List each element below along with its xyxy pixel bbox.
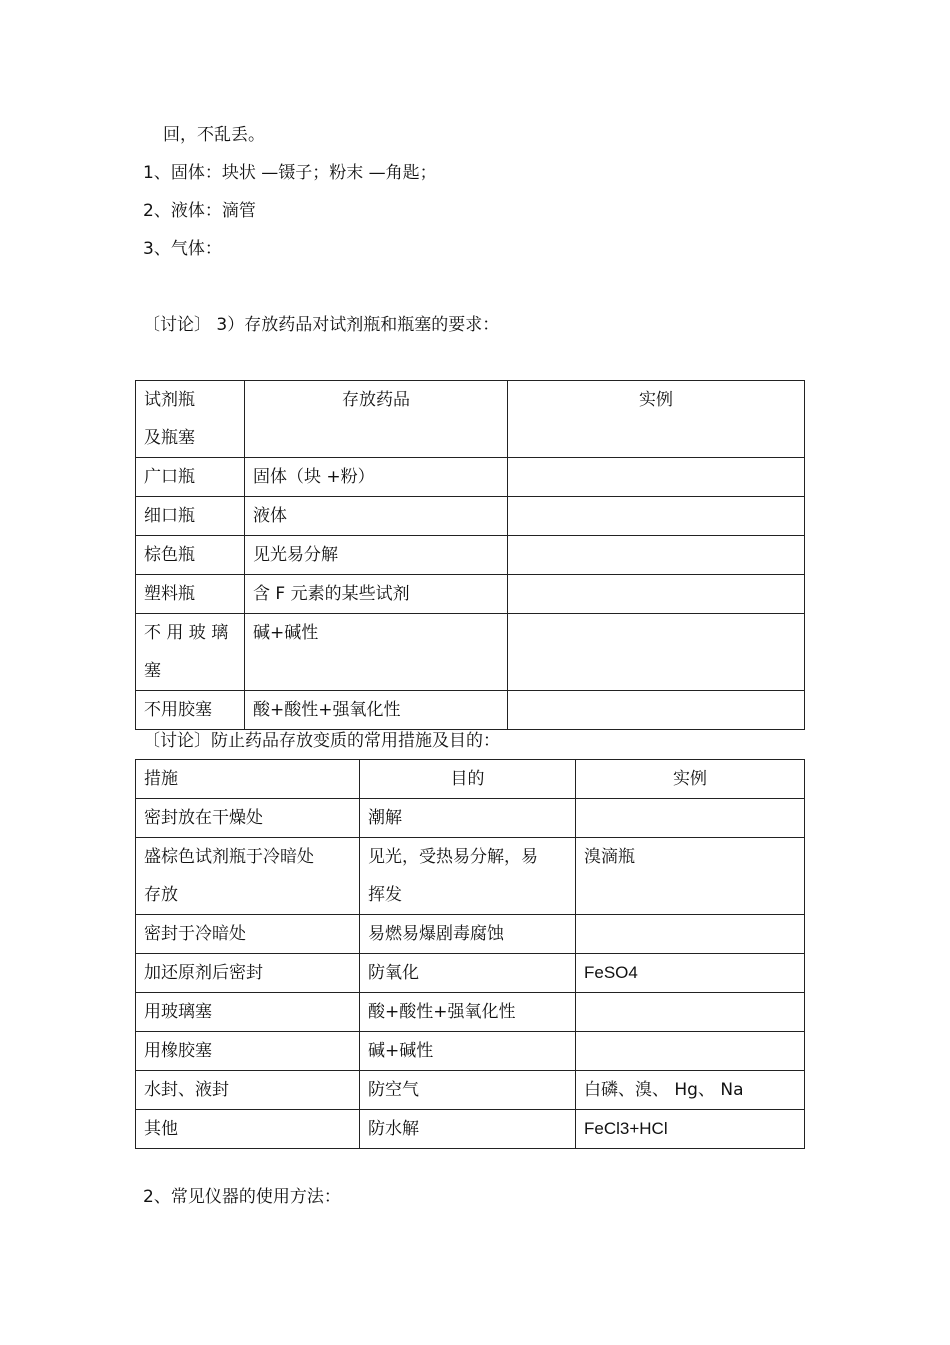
text-line-3: 3、气体：: [143, 239, 222, 259]
table-cell: [508, 614, 805, 691]
table-cell: [508, 691, 805, 730]
table-cell: [576, 915, 805, 954]
table-header-cell: 实例: [508, 381, 805, 458]
table-cell: 不 用 玻 璃 塞: [136, 614, 245, 691]
table-cell: [508, 575, 805, 614]
table-cell: [508, 536, 805, 575]
table-cell: 含 F 元素的某些试剂: [245, 575, 508, 614]
table-header-cell: 试剂瓶 及瓶塞: [136, 381, 245, 458]
text-line-2: 2、液体：滴管: [143, 201, 256, 221]
table-row: [136, 458, 805, 497]
table-header-cell: 实例: [576, 760, 805, 799]
section-heading: 2、常见仪器的使用方法：: [143, 1187, 341, 1207]
discussion-heading-2: 〔讨论〕防止药品存放变质的常用措施及目的：: [143, 731, 500, 751]
table-cell: 防水解: [360, 1110, 576, 1149]
table-cell: 碱+碱性: [360, 1032, 576, 1071]
table-cell: 密封放在干燥处: [136, 799, 360, 838]
table-cell: 见光易分解: [245, 536, 508, 575]
table-row: [136, 1071, 805, 1110]
table-row: [136, 575, 805, 614]
table-row: [136, 691, 805, 730]
table-row: [136, 799, 805, 838]
table-header-cell: 目的: [360, 760, 576, 799]
table-cell: [576, 799, 805, 838]
table-cell: 见光，受热易分解，易 挥发: [360, 838, 576, 915]
table-cell: [508, 458, 805, 497]
table-cell: 酸+酸性+强氧化性: [360, 993, 576, 1032]
table-cell: 用橡胶塞: [136, 1032, 360, 1071]
table-header-row: [136, 381, 805, 458]
table-cell: 固体（块 +粉）: [245, 458, 508, 497]
table-cell: 防空气: [360, 1071, 576, 1110]
table-cell: [576, 1032, 805, 1071]
table-cell: 溴滴瓶: [576, 838, 805, 915]
table-cell: 棕色瓶: [136, 536, 245, 575]
table-cell: 用玻璃塞: [136, 993, 360, 1032]
table-row: [136, 954, 805, 993]
table-cell: 密封于冷暗处: [136, 915, 360, 954]
table-cell: 防氧化: [360, 954, 576, 993]
table-cell: 碱+碱性: [245, 614, 508, 691]
table-row: [136, 536, 805, 575]
table-cell: [576, 993, 805, 1032]
table-row: [136, 838, 805, 915]
table-cell: 广口瓶: [136, 458, 245, 497]
table-cell: 酸+酸性+强氧化性: [245, 691, 508, 730]
storage-table: [135, 380, 805, 730]
table-header-row: [136, 760, 805, 799]
table-cell: FeSO4: [576, 954, 805, 993]
table-cell: 细口瓶: [136, 497, 245, 536]
table-cell: 盛棕色试剂瓶于冷暗处 存放: [136, 838, 360, 915]
table-cell: 潮解: [360, 799, 576, 838]
table-cell: 不用胶塞: [136, 691, 245, 730]
table-cell: 水封、液封: [136, 1071, 360, 1110]
table-cell: 加还原剂后密封: [136, 954, 360, 993]
table-cell: 液体: [245, 497, 508, 536]
table-cell: [508, 497, 805, 536]
table-cell: 塑料瓶: [136, 575, 245, 614]
table-cell: 易燃易爆剧毒腐蚀: [360, 915, 576, 954]
table-row: [136, 1110, 805, 1149]
table-cell: FeCl3+HCl: [576, 1110, 805, 1149]
table-row: [136, 993, 805, 1032]
table-row: [136, 614, 805, 691]
table-cell: 白磷、溴、 Hg、 Na: [576, 1071, 805, 1110]
measures-table: [135, 759, 805, 1149]
text-line-1: 1、固体：块状 —镊子；粉末 —角匙；: [143, 163, 437, 183]
table-row: [136, 915, 805, 954]
table-row: [136, 497, 805, 536]
table-header-cell: 存放药品: [245, 381, 508, 458]
discussion-heading-1: 〔讨论〕 3）存放药品对试剂瓶和瓶塞的要求：: [143, 315, 500, 335]
table-row: [136, 1032, 805, 1071]
text-line-0: 回，不乱丢。: [163, 125, 265, 145]
table-cell: 其他: [136, 1110, 360, 1149]
table-header-cell: 措施: [136, 760, 360, 799]
